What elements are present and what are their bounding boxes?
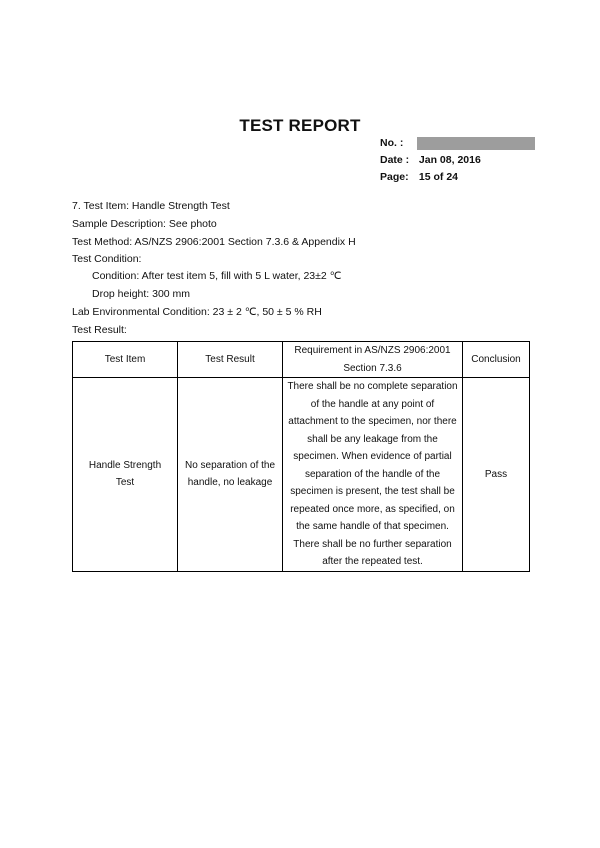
requirement-line: separation of the handle of the: [304, 468, 441, 480]
report-number-row: [380, 137, 416, 149]
report-date-row: [380, 154, 481, 166]
report-date-value: Jan 08, 2016: [418, 154, 481, 166]
sample-description: Sample Description: See photo: [72, 218, 217, 230]
report-date-label: Date :: [380, 154, 410, 166]
cell-test-item-line: Test: [115, 477, 135, 489]
cell-requirement: [283, 378, 463, 572]
header-conclusion: Conclusion: [463, 342, 530, 378]
requirement-line: of the handle at any point of: [310, 398, 435, 410]
test-result-label: Test Result:: [72, 324, 127, 336]
report-page-value: 15 of 24: [418, 171, 459, 183]
cell-test-result: [178, 378, 283, 572]
table-row: [73, 378, 530, 572]
requirement-line: repeated once more, as specified, on: [290, 503, 455, 515]
header-requirement: [283, 342, 463, 378]
requirement-line: the same handle of that specimen.: [296, 521, 449, 532]
report-title: TEST REPORT: [239, 116, 361, 135]
lab-environment: Lab Environmental Condition: 23 ± 2 ℃, 50 ± 5 % RH: [72, 306, 322, 318]
requirement-line: There shall be no complete separation: [287, 381, 458, 392]
requirement-line: attachment to the specimen, nor there: [288, 416, 457, 427]
report-number-label: No. :: [380, 137, 404, 149]
cell-test-result-line: No separation of the: [184, 459, 276, 471]
requirement-line: There shall be no further separation: [293, 538, 452, 550]
test-item-heading: 7. Test Item: Handle Strength Test: [72, 200, 230, 212]
header-requirement-line: Requirement in AS/NZS 2906:2001: [294, 345, 451, 356]
cell-test-result-line: handle, no leakage: [187, 477, 273, 489]
requirement-line: after the repeated test.: [322, 556, 423, 567]
results-table: [72, 341, 530, 572]
header-requirement-line: Section 7.3.6: [343, 362, 402, 374]
cell-conclusion: Pass: [463, 378, 530, 572]
report-page-label: Page:: [380, 171, 409, 183]
results-table-header-row: [73, 342, 530, 378]
cell-test-item-line: Handle Strength: [88, 459, 162, 471]
header-test-result: Test Result: [178, 342, 283, 378]
requirement-line: shall be any leakage from the: [307, 433, 438, 445]
requirement-line: specimen. When evidence of partial: [293, 451, 452, 462]
redacted-report-number: [417, 137, 535, 150]
requirement-line: specimen is present, the test shall be: [290, 486, 455, 497]
report-page-row: [380, 171, 458, 183]
cell-test-item: [73, 378, 178, 572]
test-condition: Condition: After test item 5, fill with 5 L water, 23±2 ℃: [92, 270, 342, 282]
header-test-item: Test Item: [73, 342, 178, 378]
test-method: Test Method: AS/NZS 2906:2001 Section 7.3.6 & Appendix H: [72, 236, 356, 248]
drop-height: Drop height: 300 mm: [92, 288, 191, 300]
test-condition-label: Test Condition:: [72, 253, 142, 265]
